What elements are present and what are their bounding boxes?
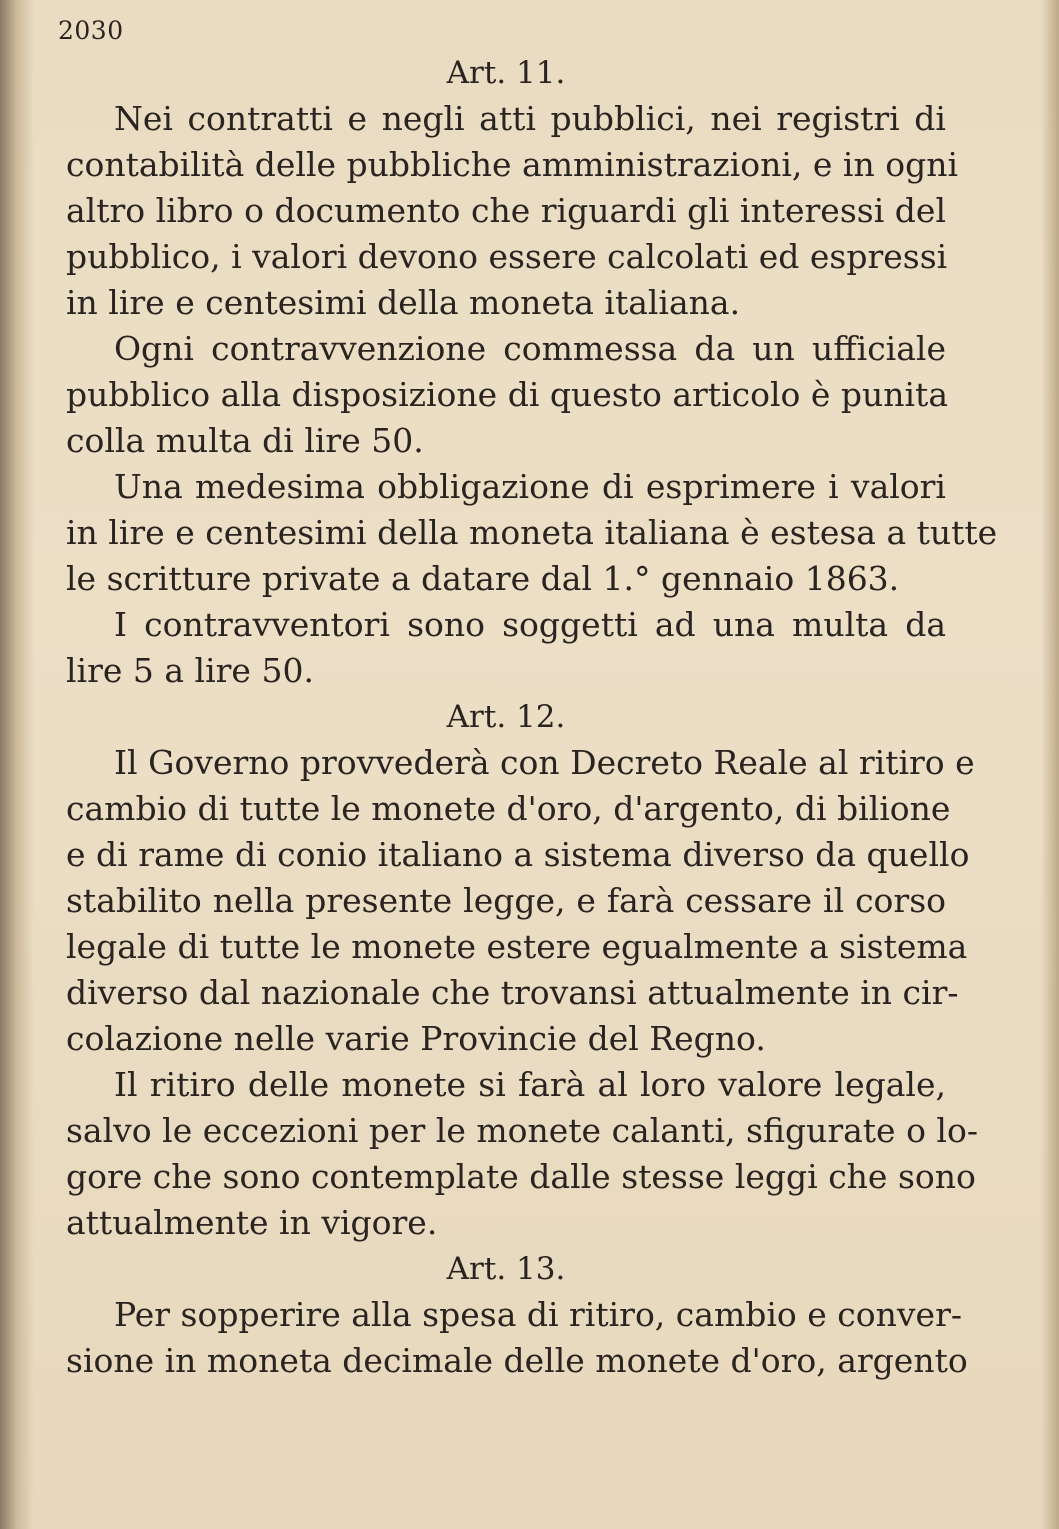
text-line: in lire e centesimi della moneta italiana è estesa a tutte (66, 513, 998, 552)
text-line: pubblico alla disposizione di questo articolo è punita (66, 375, 948, 414)
paragraph (66, 326, 946, 464)
article-heading: Art. 13. (446, 1251, 566, 1287)
text-line: sione in moneta decimale delle monete d'oro, argento (66, 1341, 968, 1380)
text-line: Il Governo provvederà con Decreto Reale al ritiro e (114, 743, 975, 782)
paragraph (66, 1062, 978, 1246)
paragraph (66, 602, 946, 694)
text-line: Nei contratti e negli atti pubblici, nei registri di (114, 99, 946, 138)
text-line: in lire e centesimi della moneta italiana. (66, 283, 741, 322)
text-line: cambio di tutte le monete d'oro, d'argento, di bilione (66, 789, 951, 828)
text-line: colla multa di lire 50. (66, 421, 424, 460)
text-line: colazione nelle varie Provincie del Regno. (66, 1019, 766, 1058)
text-line: e di rame di conio italiano a sistema diverso da quello (66, 835, 970, 874)
text-line: lire 5 a lire 50. (66, 651, 314, 690)
text-line: I contravventori sono soggetti ad una multa da (114, 605, 946, 644)
text-line: le scritture private a datare dal 1.° gennaio 1863. (66, 559, 900, 598)
text-line: Il ritiro delle monete si farà al loro valore legale, (114, 1065, 946, 1104)
text-line: salvo le eccezioni per le monete calanti, sfigurate o lo- (66, 1111, 978, 1150)
text-line: contabilità delle pubbliche amministrazioni, e in ogni (66, 145, 958, 184)
edge-shadow (1041, 0, 1059, 1529)
text-line: diverso dal nazionale che trovansi attualmente in cir- (66, 973, 959, 1012)
binding-shadow (0, 0, 34, 1529)
paragraph (66, 464, 998, 602)
page-number: 2030 (58, 16, 124, 45)
text-line: altro libro o documento che riguardi gli interessi del (66, 191, 946, 230)
paragraph (66, 1292, 968, 1384)
article-heading: Art. 12. (446, 699, 566, 735)
paragraph (66, 740, 975, 1062)
article-heading: Art. 11. (446, 55, 566, 91)
text-line: stabilito nella presente legge, e farà cessare il corso (66, 881, 946, 920)
text-line: pubblico, i valori devono essere calcolati ed espressi (66, 237, 948, 276)
text-line: Ogni contravvenzione commessa da un ufficiale (114, 329, 946, 368)
text-line: attualmente in vigore. (66, 1203, 438, 1242)
paragraph (66, 96, 958, 326)
text-line: gore che sono contemplate dalle stesse leggi che sono (66, 1157, 976, 1196)
text-line: Per sopperire alla spesa di ritiro, cambio e conver- (114, 1295, 962, 1334)
text-block (66, 50, 998, 1384)
text-line: legale di tutte le monete estere egualmente a sistema (66, 927, 968, 966)
text-line: Una medesima obbligazione di esprimere i valori (114, 467, 946, 506)
